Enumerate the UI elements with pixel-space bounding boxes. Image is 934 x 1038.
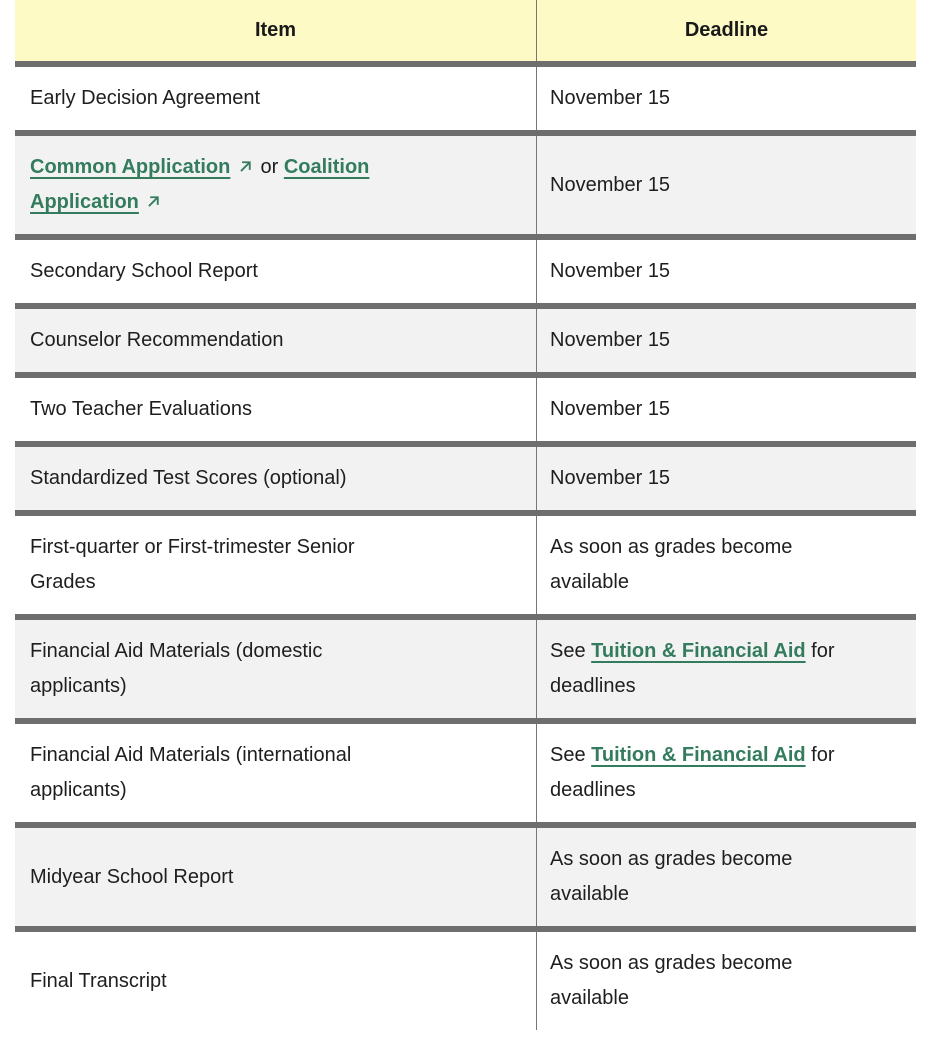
deadline-cell xyxy=(537,447,916,510)
cell-text: As soon as grades become available xyxy=(550,536,793,593)
item-cell xyxy=(15,378,537,441)
cell-text: Midyear School Report xyxy=(30,865,234,888)
item-cell xyxy=(15,67,537,130)
cell-text: See Tuition & Financial Aid for deadlines xyxy=(550,640,835,697)
table-row xyxy=(15,724,916,828)
cell-text: Final Transcript xyxy=(30,969,167,992)
column-header-deadline: Deadline xyxy=(684,19,769,41)
cell-text: As soon as grades become available xyxy=(550,952,793,1009)
table-header-row xyxy=(15,0,916,67)
table-row xyxy=(15,516,916,620)
coalition-application-link[interactable]: Coalition Application xyxy=(30,156,370,213)
deadline-cell xyxy=(537,620,916,718)
column-header-item: Item xyxy=(15,0,537,61)
table-row xyxy=(15,828,916,932)
cell-text: Financial Aid Materials (international applicants) xyxy=(30,744,352,801)
cell-text: As soon as grades become available xyxy=(550,848,793,905)
cell-text: Early Decision Agreement xyxy=(30,87,261,109)
cell-text: November 15 xyxy=(550,87,671,109)
deadline-cell xyxy=(537,516,916,614)
deadline-cell xyxy=(537,724,916,822)
deadline-cell xyxy=(537,309,916,372)
cell-text: November 15 xyxy=(550,173,671,196)
item-cell xyxy=(15,828,537,926)
deadline-cell xyxy=(537,378,916,441)
item-cell xyxy=(15,447,537,510)
deadline-cell xyxy=(537,136,916,234)
table-row xyxy=(15,378,916,447)
table-row xyxy=(15,136,916,240)
cell-text: November 15 xyxy=(550,329,671,351)
cell-text: Secondary School Report xyxy=(30,260,258,282)
cell-text: Standardized Test Scores (optional) xyxy=(30,467,347,489)
table-row xyxy=(15,309,916,378)
item-cell xyxy=(15,724,537,822)
cell-text: November 15 xyxy=(550,260,671,282)
table-row xyxy=(15,240,916,309)
cell-text: Counselor Recommendation xyxy=(30,329,284,351)
cell-text: Common Application or Coalition Application xyxy=(30,150,405,220)
deadlines-table xyxy=(15,0,916,1030)
table-row xyxy=(15,932,916,1030)
deadline-cell xyxy=(537,932,916,1030)
deadline-cell xyxy=(537,828,916,926)
table-row xyxy=(15,447,916,516)
cell-text: Financial Aid Materials (domestic applicants) xyxy=(30,640,323,697)
table-body xyxy=(15,67,916,1030)
cell-text: First-quarter or First-trimester Senior Grades xyxy=(30,536,355,593)
tuition-financial-aid-link[interactable]: Tuition & Financial Aid xyxy=(591,640,806,662)
item-cell xyxy=(15,136,537,234)
common-application-link[interactable]: Common Application xyxy=(30,156,231,178)
item-cell xyxy=(15,309,537,372)
table-row xyxy=(15,67,916,136)
cell-text: November 15 xyxy=(550,467,671,489)
table-row xyxy=(15,620,916,724)
cell-text: Two Teacher Evaluations xyxy=(30,398,252,420)
external-link-icon xyxy=(145,185,162,220)
item-cell xyxy=(15,932,537,1030)
deadline-cell xyxy=(537,67,916,130)
tuition-financial-aid-link[interactable]: Tuition & Financial Aid xyxy=(591,744,806,766)
deadline-cell xyxy=(537,240,916,303)
item-cell xyxy=(15,620,537,718)
item-cell xyxy=(15,240,537,303)
cell-text: See Tuition & Financial Aid for deadlines xyxy=(550,744,835,801)
cell-text: November 15 xyxy=(550,398,671,420)
external-link-icon xyxy=(237,150,254,185)
item-cell xyxy=(15,516,537,614)
